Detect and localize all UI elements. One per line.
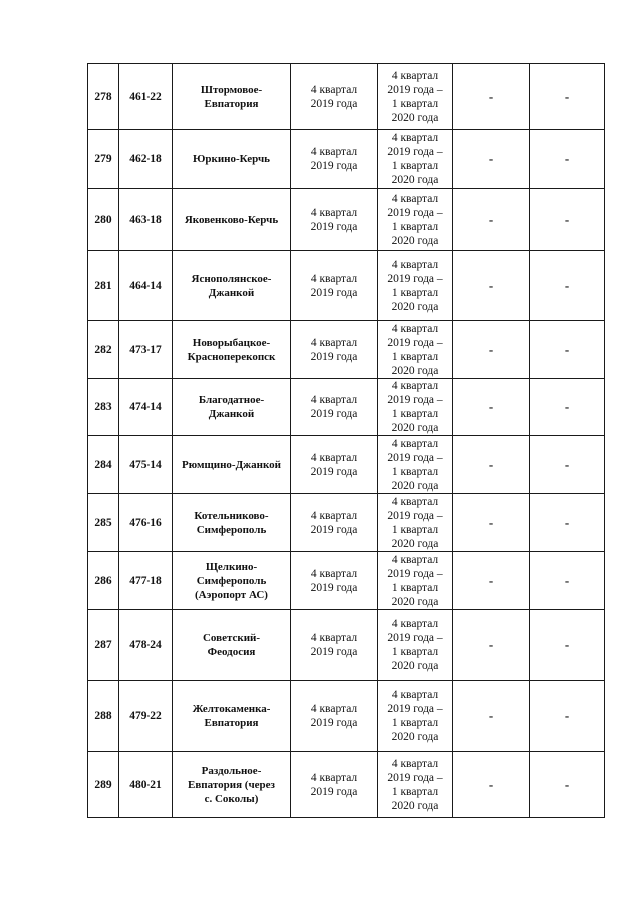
end-period-line: 4 квартал	[391, 192, 439, 205]
start-period-line: 4 квартал	[310, 394, 358, 406]
start-period-line: 4 квартал	[310, 632, 358, 644]
end-period-cell	[378, 379, 453, 436]
end-period-cell	[378, 64, 453, 130]
start-period-line: 4 квартал	[310, 206, 358, 219]
route-code-cell: 476-16	[119, 494, 173, 552]
start-period-cell	[291, 130, 378, 189]
end-period-line: 2019 года –	[387, 567, 443, 580]
route-name-cell	[173, 321, 291, 379]
end-period-line: 1 квартал	[391, 408, 439, 420]
table-row	[88, 251, 605, 321]
column-6-cell: -	[453, 251, 530, 321]
column-6-cell: -	[453, 130, 530, 189]
route-name-cell	[173, 610, 291, 681]
end-period-line: 2019 года –	[387, 83, 443, 96]
route-name-cell	[173, 552, 291, 610]
route-code-cell: 463-18	[119, 189, 173, 251]
start-period-line: 2019 года	[310, 286, 358, 299]
column-7-cell: -	[530, 130, 605, 189]
row-number-cell: 288	[88, 681, 119, 752]
end-period-line: 2020 года	[391, 595, 439, 608]
route-code-cell: 475-14	[119, 436, 173, 494]
route-name-line: Евпатория (через	[188, 778, 275, 791]
end-period-line: 1 квартал	[391, 646, 439, 658]
table-row	[88, 64, 605, 130]
start-period-cell	[291, 436, 378, 494]
column-6-cell: -	[453, 494, 530, 552]
route-code-cell: 478-24	[119, 610, 173, 681]
route-name-line: Яковенково-Керчь	[184, 213, 279, 226]
end-period-line: 1 квартал	[391, 220, 439, 233]
row-number-cell: 282	[88, 321, 119, 379]
column-7-cell: -	[530, 189, 605, 251]
end-period-line: 4 квартал	[391, 322, 439, 335]
column-7-cell: -	[530, 321, 605, 379]
route-name-line: Котельниково-	[194, 509, 269, 522]
start-period-line: 2019 года	[310, 160, 358, 172]
end-period-line: 1 квартал	[391, 523, 439, 536]
table-row	[88, 379, 605, 436]
route-name-cell	[173, 436, 291, 494]
end-period-line: 2020 года	[391, 300, 439, 313]
end-period-cell	[378, 251, 453, 321]
end-period-line: 2019 года –	[387, 771, 443, 784]
route-name-line: Щелкино-	[205, 560, 258, 573]
route-name-cell	[173, 752, 291, 818]
start-period-line: 4 квартал	[310, 336, 358, 349]
start-period-line: 2019 года	[310, 717, 358, 729]
route-name-line: Раздольное-	[201, 764, 262, 777]
route-code-cell: 464-14	[119, 251, 173, 321]
start-period-cell	[291, 552, 378, 610]
column-6-cell: -	[453, 552, 530, 610]
end-period-line: 1 квартал	[391, 465, 439, 478]
start-period-line: 4 квартал	[310, 83, 358, 96]
route-code-cell: 461-22	[119, 64, 173, 130]
route-code-cell: 480-21	[119, 752, 173, 818]
start-period-cell	[291, 681, 378, 752]
column-6-cell: -	[453, 752, 530, 818]
start-period-line: 2019 года	[310, 97, 358, 110]
column-6-cell: -	[453, 189, 530, 251]
table-row	[88, 189, 605, 251]
end-period-line: 1 квартал	[391, 97, 439, 110]
end-period-line: 2019 года –	[387, 509, 443, 522]
column-6-cell: -	[453, 379, 530, 436]
end-period-line: 2020 года	[391, 422, 439, 434]
end-period-line: 1 квартал	[391, 350, 439, 363]
start-period-line: 2019 года	[310, 350, 358, 363]
table-row	[88, 436, 605, 494]
start-period-line: 2019 года	[310, 581, 358, 594]
row-number-cell: 289	[88, 752, 119, 818]
end-period-line: 2020 года	[391, 537, 439, 550]
route-name-line: Джанкой	[208, 408, 255, 420]
row-number-cell: 283	[88, 379, 119, 436]
column-7-cell: -	[530, 436, 605, 494]
start-period-line: 4 квартал	[310, 567, 358, 580]
column-7-cell: -	[530, 494, 605, 552]
column-7-cell: -	[530, 752, 605, 818]
table-row	[88, 752, 605, 818]
start-period-cell	[291, 379, 378, 436]
end-period-line: 4 квартал	[391, 380, 439, 392]
start-period-cell	[291, 752, 378, 818]
start-period-cell	[291, 251, 378, 321]
end-period-line: 2019 года –	[387, 394, 443, 406]
end-period-line: 1 квартал	[391, 717, 439, 729]
end-period-line: 2019 года –	[387, 272, 443, 285]
end-period-line: 2019 года –	[387, 703, 443, 715]
row-number-cell: 281	[88, 251, 119, 321]
route-code-cell: 474-14	[119, 379, 173, 436]
route-name-cell	[173, 64, 291, 130]
end-period-line: 4 квартал	[391, 258, 439, 271]
route-name-line: (Аэропорт АС)	[195, 588, 268, 601]
start-period-cell	[291, 494, 378, 552]
column-6-cell: -	[453, 610, 530, 681]
end-period-line: 4 квартал	[391, 69, 439, 82]
start-period-line: 2019 года	[310, 408, 358, 420]
table-row	[88, 321, 605, 379]
column-7-cell: -	[530, 552, 605, 610]
routes-table	[87, 63, 605, 818]
route-name-cell	[173, 130, 291, 189]
end-period-line: 1 квартал	[391, 160, 439, 172]
start-period-line: 2019 года	[310, 523, 358, 536]
route-name-cell	[173, 681, 291, 752]
route-name-line: Симферополь	[196, 523, 267, 536]
route-code-cell: 473-17	[119, 321, 173, 379]
end-period-line: 2020 года	[391, 799, 439, 812]
end-period-line: 1 квартал	[391, 286, 439, 299]
end-period-line: 2020 года	[391, 111, 439, 124]
end-period-cell	[378, 130, 453, 189]
column-7-cell: -	[530, 379, 605, 436]
route-name-line: Евпатория	[204, 717, 259, 729]
end-period-line: 4 квартал	[391, 495, 439, 508]
end-period-line: 4 квартал	[391, 437, 439, 450]
route-name-line: Джанкой	[208, 286, 255, 299]
end-period-cell	[378, 610, 453, 681]
end-period-line: 4 квартал	[391, 689, 439, 701]
end-period-line: 2020 года	[391, 174, 439, 186]
start-period-line: 2019 года	[310, 785, 358, 798]
route-name-cell	[173, 494, 291, 552]
start-period-line: 4 квартал	[310, 272, 358, 285]
row-number-cell: 286	[88, 552, 119, 610]
route-code-cell: 477-18	[119, 552, 173, 610]
route-name-line: Евпатория	[204, 97, 259, 110]
row-number-cell: 284	[88, 436, 119, 494]
route-name-line: Яснополянское-	[191, 272, 272, 285]
table-row	[88, 681, 605, 752]
start-period-line: 4 квартал	[310, 771, 358, 784]
route-name-line: Благодатное-	[198, 394, 265, 406]
column-6-cell: -	[453, 321, 530, 379]
start-period-line: 4 квартал	[310, 451, 358, 464]
end-period-line: 2019 года –	[387, 146, 443, 158]
start-period-cell	[291, 64, 378, 130]
table-row	[88, 610, 605, 681]
table-row	[88, 494, 605, 552]
start-period-cell	[291, 189, 378, 251]
end-period-line: 2020 года	[391, 479, 439, 492]
row-number-cell: 278	[88, 64, 119, 130]
start-period-line: 4 квартал	[310, 703, 358, 715]
row-number-cell: 287	[88, 610, 119, 681]
end-period-cell	[378, 752, 453, 818]
end-period-line: 1 квартал	[391, 581, 439, 594]
route-name-line: Феодосия	[207, 646, 256, 658]
route-name-cell	[173, 189, 291, 251]
end-period-cell	[378, 494, 453, 552]
end-period-cell	[378, 681, 453, 752]
route-code-cell: 479-22	[119, 681, 173, 752]
route-code-cell: 462-18	[119, 130, 173, 189]
start-period-line: 2019 года	[310, 220, 358, 233]
column-6-cell: -	[453, 681, 530, 752]
route-name-line: Штормовое-	[200, 83, 263, 96]
table-row	[88, 130, 605, 189]
route-name-line: Симферополь	[196, 574, 267, 587]
end-period-cell	[378, 552, 453, 610]
start-period-line: 2019 года	[310, 646, 358, 658]
end-period-line: 4 квартал	[391, 618, 439, 630]
route-name-line: Советский-	[202, 632, 261, 644]
end-period-line: 4 квартал	[391, 132, 439, 144]
end-period-cell	[378, 321, 453, 379]
start-period-line: 4 квартал	[310, 146, 358, 158]
column-7-cell: -	[530, 251, 605, 321]
end-period-line: 2020 года	[391, 234, 439, 247]
end-period-line: 2019 года –	[387, 451, 443, 464]
column-6-cell: -	[453, 64, 530, 130]
start-period-line: 4 квартал	[310, 509, 358, 522]
end-period-line: 2019 года –	[387, 336, 443, 349]
column-7-cell: -	[530, 64, 605, 130]
end-period-cell	[378, 189, 453, 251]
route-name-line: Юркино-Керчь	[193, 153, 270, 165]
start-period-cell	[291, 321, 378, 379]
end-period-cell	[378, 436, 453, 494]
route-name-line: Красноперекопск	[187, 350, 276, 363]
route-name-line: Новорыбацкое-	[192, 336, 271, 349]
table-row	[88, 552, 605, 610]
end-period-line: 4 квартал	[391, 757, 439, 770]
column-6-cell: -	[453, 436, 530, 494]
route-name-cell	[173, 379, 291, 436]
end-period-line: 2019 года –	[387, 632, 443, 644]
route-name-line: Желтокаменка-	[192, 703, 271, 715]
column-7-cell: -	[530, 681, 605, 752]
end-period-line: 2020 года	[391, 660, 439, 672]
row-number-cell: 280	[88, 189, 119, 251]
end-period-line: 2019 года –	[387, 206, 443, 219]
end-period-line: 4 квартал	[391, 553, 439, 566]
end-period-line: 1 квартал	[391, 785, 439, 798]
route-name-line: с. Соколы)	[204, 792, 259, 805]
end-period-line: 2020 года	[391, 364, 439, 377]
row-number-cell: 279	[88, 130, 119, 189]
route-name-line: Рюмщино-Джанкой	[181, 458, 281, 471]
route-name-cell	[173, 251, 291, 321]
column-7-cell: -	[530, 610, 605, 681]
row-number-cell: 285	[88, 494, 119, 552]
end-period-line: 2020 года	[391, 731, 439, 743]
start-period-line: 2019 года	[310, 465, 358, 478]
start-period-cell	[291, 610, 378, 681]
